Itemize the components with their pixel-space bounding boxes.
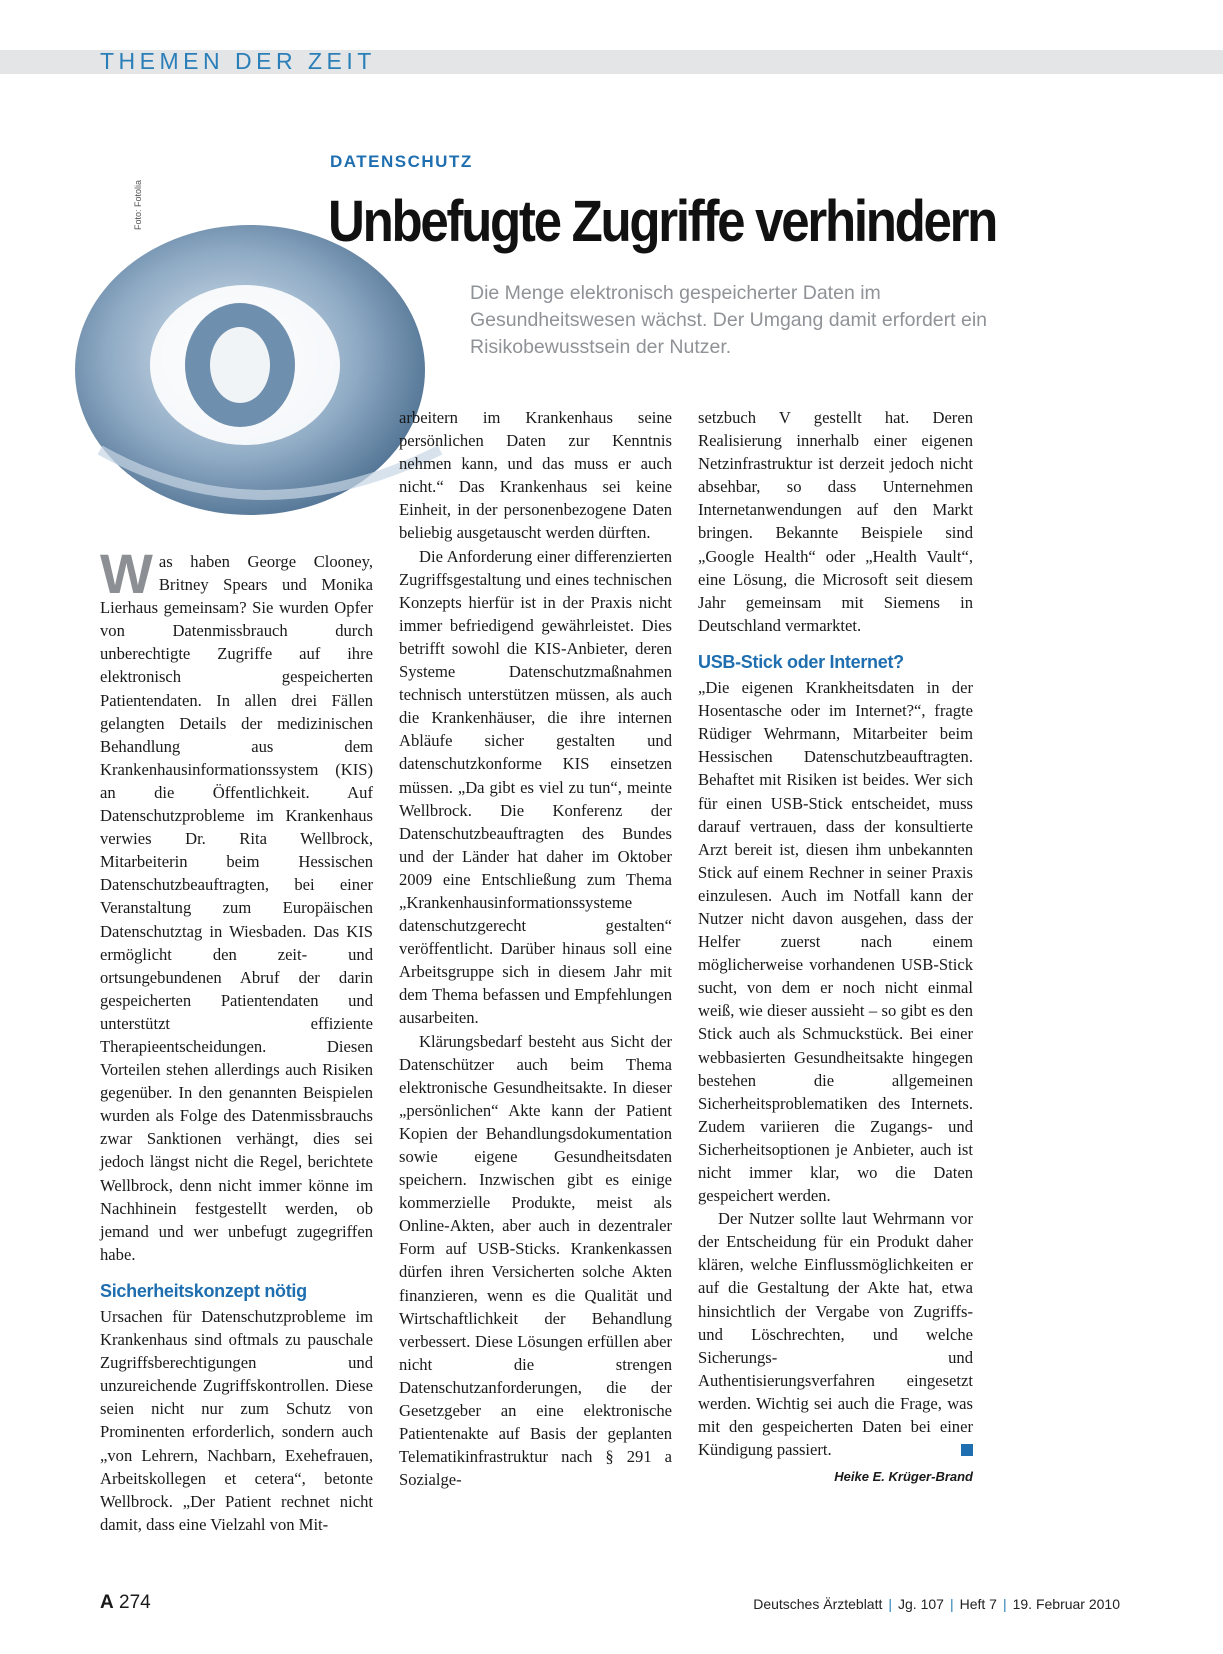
article-kicker: DATENSCHUTZ	[330, 152, 473, 171]
section-title: THEMEN DER ZEIT	[100, 48, 376, 74]
paragraph: Was haben George Clooney, Britney Spears und Monika Lierhaus gemeinsam? Sie wurden Opfer von Datenmissbrauch durch unberechtigte Zugriffe auf ihre elektronisch gespeicherten Patientendaten. In allen drei Fällen gelangten Details der medizinischen Behandlung aus dem Krankenhausinformationssystem (KIS) an die Öffentlichkeit. Auf Datenschutzprobleme im Krankenhaus verwies Dr. Rita Wellbrock, Mitarbeiterin beim Hessischen Datenschutzbeauftragten, bei einer Veranstaltung zum Europäischen Datenschutztag in Wiesbaden. Das KIS ermöglicht den zeit- und ortsungebundenen Abruf der darin gespeicherten Patientendaten und unterstützt effiziente Therapieentscheidungen. Diesen Vorteilen stehen allerdings auch Risiken gegenüber. In den genannten Beispielen wurden als Folge des Datenmissbrauchs zwar Sanktionen verhängt, dies sei jedoch längst nicht die Regel, berichtete Wellbrock, denn nicht immer könne im Nachhinein festgestellt werden, ob jemand und wer unbefugt zugegriffen habe.	[100, 542, 373, 1264]
volume: Jg. 107	[898, 1596, 944, 1612]
subheading: Sicherheitskonzept nötig	[100, 1280, 307, 1301]
end-square-icon	[961, 1444, 973, 1456]
article-lead: Die Menge elektronisch gespeicherter Daten im Gesundheitswesen wächst. Der Umgang damit erfordert ein Risikobewusstsein der Nutzer.	[470, 282, 987, 358]
author-byline: Heike E. Krüger-Brand	[834, 1469, 973, 1485]
date: 19. Februar 2010	[1012, 1596, 1120, 1612]
paragraph: Ursachen für Datenschutzprobleme im Krankenhaus sind oftmals zu pauschale Zugriffsberechtigungen und unzureichende Zugriffskontrollen. Diese seien nicht nur zum Schutz von Prominenten erforderlich, sondern auch „von Lehrern, Nachbarn, Exehefrauen, Arbeitskollegen et cetera“, betonte Wellbrock. „Der Patient rechnet nicht damit, dass eine Vielzahl von Mit-	[100, 1307, 373, 1534]
photo-credit: Foto: Fotolia	[133, 179, 143, 230]
column-2	[399, 406, 672, 1491]
subheading: USB-Stick oder Internet?	[698, 651, 904, 672]
drop-cap: W	[100, 542, 153, 605]
paragraph: setzbuch V gestellt hat. Deren Realisierung innerhalb einer eigenen Netzinfrastruktur ist derzeit jedoch nicht absehbar, so dass Unternehmen Internetanwendungen auf den Markt bringen. Bekannte Beispiele sind „Google Health“ oder „Health Vault“, eine Lösung, die Microsoft seit diesem Jahr gemeinsam mit Siemens in Deutschland vermarktet.	[698, 408, 973, 635]
page-number: A 274	[100, 1592, 151, 1613]
paragraph: Der Nutzer sollte laut Wehrmann vor der Entscheidung für ein Produkt daher klären, welche Einflussmöglichkeiten er auf die Gestaltung der Akte hat, etwa hinsichtlich der Vergabe von Zugriffs- und Löschrechten, und welche Sicherungs- und Authentisierungsverfahren eingesetzt werden. Wichtig sei auch die Frage, was mit den gespeicherten Daten bei einer Kündigung passiert.	[698, 1209, 973, 1460]
column-3	[698, 406, 973, 1488]
paragraph: arbeitern im Krankenhaus seine persönlichen Daten zur Kenntnis nehmen kann, und das muss er auch nicht.“ Das Krankenhaus sei keine Einheit, in der personenbezogene Daten beliebig ausgetauscht werden dürften.	[399, 408, 672, 543]
footer-info: Deutsches Ärzteblatt | Jg. 107 | Heft 7 | 19. Februar 2010	[753, 1596, 1120, 1612]
paragraph: Die Anforderung einer differenzierten Zugriffsgestaltung und eines technischen Konzepts hierfür ist in der Praxis nicht immer befriedigend gewährleistet. Dies betrifft sowohl die KIS-Anbieter, deren Systeme Datenschutzmaßnahmen technisch unterstützen müssen, als auch die Krankenhäuser, die ihre internen Abläufe sicher gestalten und datenschutzkonforme KIS einsetzen müssen. „Da gibt es viel zu tun“, meinte Wellbrock. Die Konferenz der Datenschutzbeauftragten des Bundes und der Länder hat daher im Oktober 2009 eine Entschließung zum Thema „Krankenhausinformationssysteme datenschutzgerecht gestalten“ veröffentlicht. Darüber hinaus soll eine Arbeitsgruppe sich in diesem Jahr mit dem Thema befassen und Empfehlungen ausarbeiten.	[399, 546, 672, 1028]
issue: Heft 7	[959, 1596, 997, 1612]
column-1	[100, 542, 373, 1536]
paragraph: „Die eigenen Krankheitsdaten in der Hosentasche oder im Internet?“, fragte Rüdiger Wehrmann, Mitarbeiter beim Hessischen Datenschutzbeauftragten. Behaftet mit Risiken ist beides. Wer sich für einen USB-Stick entscheidet, muss darauf vertrauen, dass der konsultierte Arzt bereit ist, diesen ihm unbekannten Stick auf einem Rechner in seiner Praxis einzulesen. Auch im Notfall kann der Nutzer nicht davon ausgehen, dass der Helfer zuerst nach einem möglicherweise vorhandenen USB-Stick sucht, von dem er noch nicht einmal weiß, wie dieser aussieht – so gibt es den Stick auch als Schmuckstück. Bei einer webbasierten Gesundheitsakte hingegen bestehen die allgemeinen Sicherheitsproblematiken des Internets. Zudem variieren die Zugangs- und Sicherheitsoptionen je Anbieter, auch ist nicht immer klar, wo die Daten gespeichert werden.	[698, 678, 973, 1206]
journal-name: Deutsches Ärzteblatt	[753, 1596, 883, 1612]
article-headline: Unbefugte Zugriffe verhindern	[328, 189, 997, 254]
paragraph: Klärungsbedarf besteht aus Sicht der Datenschützer auch beim Thema elektronische Gesundheitsakte. In dieser „persönlichen“ Akte kann der Patient Kopien der Behandlungsdokumentation sowie eigene Gesundheitsdaten speichern. Inzwischen gibt es einige kommerzielle Produkte, meist als Online-Akten, aber auch in dezentraler Form auf USB-Sticks. Krankenkassen dürfen ihren Versicherten solche Akten finanzieren, wenn es die Qualität und Wirtschaftlichkeit der Behandlung verbessert. Diese Lösungen erfüllen aber nicht die strengen Datenschutzanforderungen, die der Gesetzgeber an eine elektronische Patientenakte auf Basis der geplanten Telematikinfrastruktur nach § 291 a Sozialge-	[399, 1031, 672, 1490]
